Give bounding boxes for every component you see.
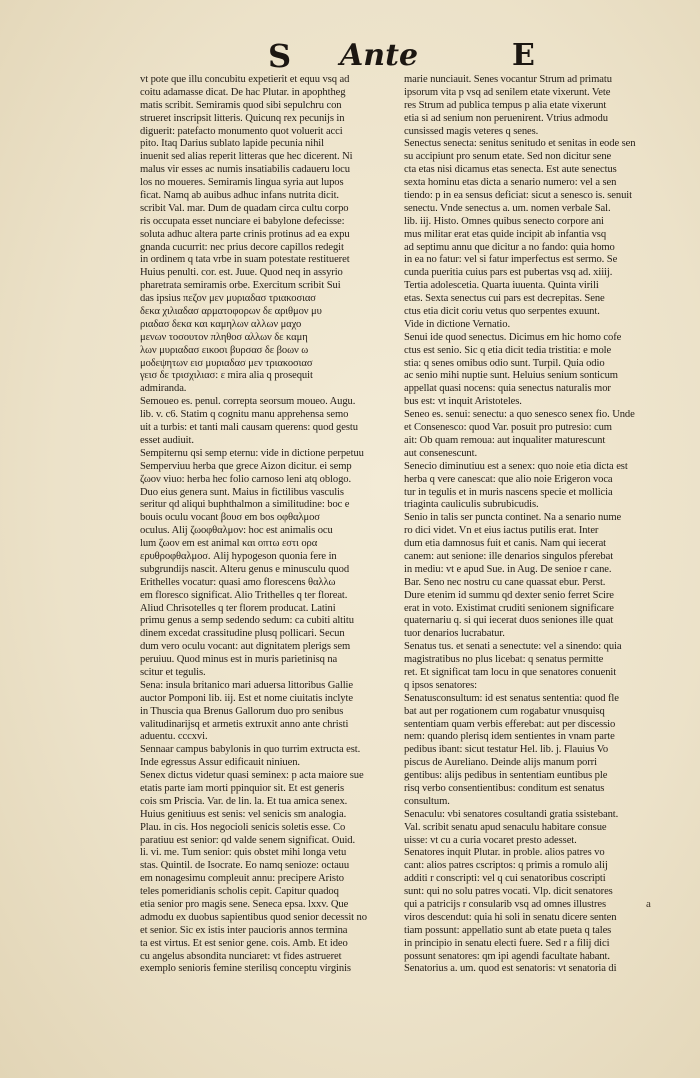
text-line: Sempiternu qsi semp eternu: vide in dictione perpetuu [140,447,364,459]
text-line: cant: alios patres cscriptos: q primis a romulo alij [404,860,608,872]
text-line: Seneo es. senui: senectu: a quo senesco senex fio. Unde [404,409,635,421]
text-line: los no moueres. Semiramis lingua syria aut lupos [140,177,344,189]
text-line: etia si ad senium non peruenirent. Vtrius admodu [404,112,608,124]
text-line: in principio in senatu electi fuere. Sed r a filij dici [404,937,610,949]
text-line: oculus. Alij ζωοφθαλμον: hoc est animalis ocu [140,525,333,537]
text-line: soluta adhuc altera parte crinis protinus ad ea expu [140,228,350,240]
text-line: tuor denarios lucrabatur. [404,628,505,640]
text-line: dum etia damnosus fuit et canis. Nam qui iecerat [404,538,607,550]
text-line: bat aut per rogationem cum rogabatur vnusquisq [404,705,605,717]
text-line: μοδεψητων εισ μυριαδασ μεν τριακοσιασ [140,357,313,369]
text-line: ro dici videt. Vn et eius iactus putilis erat. Inter [404,525,599,537]
text-line: etas. Sexta senectus cui pars est decrepitas. Sene [404,293,605,305]
text-line: in ea no fatur: vel si fatur imperfectus est sermo. Se [404,254,618,266]
text-line: inuenit sed alias reperit litteras que hec dicerent. Ni [140,151,353,163]
text-line: Erithelles vocatur: quasi amo florescens θαλλω [140,576,336,588]
signature-mark: a [646,898,651,910]
text-line: quaternariu q. si qui iecerat duos seniones ille quat [404,615,614,627]
text-line: tiendo: p in ea sensus deficiat: sicut a senesco is. senuit [404,190,632,202]
text-line: possunt senatores: qm ipi agendi facultate habant. [404,950,610,962]
text-line: Senatus tus. et senati a senectute: vel a sinendo: quia [404,641,622,653]
text-line: Plau. in cis. Hos negocioli senicis soletis esse. Co [140,821,346,833]
text-line: λων μυριαδασ εικοσι βυρσασ δε βοων ω [140,344,309,356]
text-line: Aliud Chrisotelles q ter florem producat. Latini [140,602,336,614]
text-line: primu genus a semp sedendo sedum: ca cubiti altitu [140,615,354,627]
text-line: li. vi. me. Tum senior: quis obstet mihi longa vetu [140,847,347,859]
text-line: admodu ex duobus sapientibus quod senior decessit no [140,911,367,923]
text-line: peruiuu. Quod minus est in muris parietinisq na [140,654,338,666]
text-line: Huius genitiuus est senis: vel senicis sm analogia. [140,808,347,820]
text-line: pharetrata semiramis orbe. Exercitum scribit Sui [140,280,341,292]
text-line: Inde egressus Assur edificauit niniuen. [140,757,300,769]
text-line: ipsorum vita p vsq ad senilem etate vixerunt. Vete [404,86,611,98]
text-line: exemplo senioris femine sterilisq conceptu virginis [140,963,351,975]
text-line: pedibus ibant: sicut testatur Hel. lib. j. Flauius Vo [404,744,609,756]
text-line: em floresco significat. Alio Trithelles q ter floreat. [140,589,348,601]
text-line: strueret inscripsit litteris. Quicunq rex pecunijs in [140,112,345,124]
text-line: Sennaar campus babylonis in quo turrim extructa est. [140,744,361,756]
text-line: gentibus: alijs pedibus in sententiam euntibus ple [404,770,608,782]
left-text-column [140,74,406,976]
text-line: em nonagesimu compleuit annu: precipere Aristo [140,873,344,885]
text-line: teles pomeridianis scholis cepit. Capitur quadoq [140,886,339,898]
text-line: tiam possunt: appellatio sunt ab etate pueta q tales [404,924,612,936]
text-line: γεισ δε τρισχιλιασ: ε mira alia q prosequit [140,370,313,382]
text-line: triaginta cauliculis subrubicudis. [404,499,539,511]
text-line: magistratibus no plus licebat: q senatus permitte [404,654,604,666]
running-header [0,36,700,76]
text-line: ta est virtus. Et est senior gene. cois. Amb. Et ideo [140,937,348,949]
text-line: etia senior pro magis sene. Seneca epsa. lxxv. Que [140,899,349,910]
text-line: Val. scribit senatu apud senaculu habitare consue [404,821,607,833]
text-line: cois sm Priscia. Var. de lin. la. Et tua amica senex. [140,795,348,807]
text-line: erat in voto. Existimat cruditi senionem significare [404,602,614,614]
text-line: valitudinarijsq et armetis extruxit anno ante christi [140,718,349,730]
text-line: ριαδασ δεκα και καμηλων αλλων μαχο [140,318,302,330]
text-line: vt pote que illu concubitu expetierit et equu vsq ad [140,74,350,85]
text-line: Senui ide quod senectus. Dicimus em hic homo cofe [404,331,622,343]
text-line: et senior. Sic ex istis inter paucioris annos termina [140,924,348,936]
text-line: consultum. [404,795,450,807]
text-line: appellat quasi nocens: quia senectus naturalis mor [404,383,611,395]
right-text-column [404,74,670,976]
header-right-letter: E [512,38,535,73]
header-left-letter: S [268,37,292,75]
text-line: scribit Val. mar. Dum de quadam circa cultu corpo [140,202,349,214]
text-line: diguerit: patefacto monumento quot voluerit acci [140,125,343,137]
text-line: matis scribit. Semiramis quod sibi sepulchru con [140,99,342,111]
text-line: Senatorius a. um. quod est senatoris: vt senatoria di [404,963,617,975]
text-line: dum vero oculu vocant: aut dignitatem plerigs sem [140,641,351,653]
text-line: cunsissed magis veteres q senes. [404,125,539,137]
text-line: auctor Pomponi lib. iij. Est et nome ciuitatis inclyte [140,692,353,704]
text-line: admiranda. [140,383,187,395]
text-line: seritur qd aliqui buphthalmon a similitudine: boc e [140,499,350,511]
text-line: uisse: vt cu a curia vocaret presto adesset. [404,834,577,846]
text-line: res Strum ad publica tempus p alia etate vixerunt [404,99,607,111]
text-line: Huius penulti. cor. est. Juue. Quod neq in assyrio [140,267,343,279]
text-line: Semoueo es. penul. correpta seorsum moueo. Augu. [140,396,356,408]
text-line: Senatusconsultum: id est senatus sententia: quod fle [404,692,619,704]
text-line: Senecio diminutiuu est a senex: quo noie etia dicta est [404,460,628,472]
text-line: bouis oculu vocant βουσ em bos οφθαλμοσ [140,512,320,524]
text-line: cu angelus absondita nunciaret: vt fides astrueret [140,950,342,962]
text-line: coitu adamasse dicat. De hac Plutar. in apophtheg [140,86,346,98]
text-line: piscus de Aureliano. Deinde alijs manum porri [404,757,597,769]
text-line: stia: q senes omibus odio sunt. Turpil. Quia odio [404,357,605,369]
text-line: Senectus senecta: senitus senitudo et senitas in eode sen [404,138,636,150]
text-line: ficat. Namq ab auibus adhuc infans nutrita dicit. [140,190,339,202]
text-line: uit a turbis: et tanti mali causam querens: quod gestu [140,422,358,434]
text-line: ctus etia dicit coriu vetus quo serpentes exuunt. [404,306,600,318]
text-line: mus militar erat etas quide incipit ab infantia vsq [404,228,607,240]
text-line: lib. v. c6. Statim q cognitu manu apprehensa semo [140,409,349,421]
text-line: nem: quando plerisq idem sentientes in vnam parte [404,731,615,743]
text-line: su accipiunt pro senum etate. Sed non dicitur sene [404,151,612,163]
text-line: cunda pueritia cuius pars est pubertas vsq ad. xiiij. [404,267,613,279]
text-line: marie nunciauit. Senes vocantur Strum ad primatu [404,74,612,85]
text-line: lib. iij. Histo. Omnes quibus senecto corpore ani [404,215,604,227]
text-line: gnanda cucurrit: nec prius decore capillos redegit [140,241,344,253]
text-line: herba q vere canescat: que alio noie Erigeron voca [404,473,613,485]
text-line: qui a patricijs r consularib vsq ad omnes illustres [404,899,607,910]
text-line: lum ζωον em est animal και οπτω εστι ορα [140,538,318,550]
text-line: Vide in dictione Vernatio. [404,318,511,330]
text-line: aut consenescunt. [404,447,478,459]
text-line: Duo eius genera sunt. Maius in fictilibus vasculis [140,486,344,498]
text-line: ac senio mihi nuptie sunt. Heluius senium sonticum [404,370,618,382]
text-line: δεκα χιλιαδασ αρματοφορων δε αριθμον μυ [140,306,322,318]
text-line: sexta hominu etas dicta a senario numero: vel a sen [404,177,617,189]
text-line: sunt: qui no solu patres vocati. Vlp. dicit senatores [404,886,613,898]
text-line: in ordinem q tata vrbe in suam potestate restitueret [140,254,350,266]
text-line: ris occupata esset nunciare ei babylone defecisse: [140,215,345,227]
text-line: Dure etenim id summu qd dexter senio ferret Scire [404,589,614,601]
text-line: subgrundijs nascit. Alteru genus e minusculu quod [140,563,350,575]
text-line: in Thuscia qua Brenus Gallorum duo pro senibus [140,705,344,717]
header-headword: Ante [340,38,419,73]
text-line: ait: Ob quam remoua: aut inqualiter maturescunt [404,434,606,446]
text-line: ctus est senio. Sic q etia dicit tedia tristitia: e mole [404,344,612,356]
text-line: risq verbo consentientibus: conditum est senatus [404,782,605,794]
text-line: aduentu. cccxvi. [140,731,208,743]
text-line: ad septimu annu que dicitur a no fando: quia homo [404,241,615,253]
text-line: tur in tegulis et in muris nascens specie et mollicia [404,486,613,498]
text-line: etatis parte iam morti ppinquior sit. Et est generis [140,782,344,794]
text-line: viros descendut: quia hi soli in senatu dicere senten [404,911,617,923]
text-line: in mediu: vt e apud Sue. in Aug. De senioe r cane. [404,563,612,575]
text-line: pito. Itaq Darius sublato lapide pecunia nihil [140,138,324,150]
text-line: scitur et tegulis. [140,666,206,678]
text-line: dinem excedat crassitudine plusq pollicari. Secun [140,628,345,640]
text-line: Sena: insula britanico mari aduersa littoribus Gallie [140,679,353,691]
text-line: et Consenesco: quod Var. posuit pro putresio: cum [404,422,612,434]
text-line: das ipsius πεζον μεν μυριαδασ τριακοσιασ [140,293,316,305]
text-line: Tertia adolescetia. Quarta iuuenta. Quinta virili [404,280,599,292]
text-line: malus vir esses ac numis insatiabilis cadaueru locu [140,164,350,176]
text-line: canem: aut senione: ille denarios singulos pferebat [404,550,614,562]
text-line: stas. Quintil. de Isocrate. Eo namq senioze: octauu [140,860,350,872]
text-line: ret. Et significat tam locu in que senatores conuenit [404,666,617,678]
text-line: cta etas nisi dicamus etas senecta. Est aute senectus [404,164,617,176]
text-line: ερυθροφθαλμοσ. Alij hypogeson quonia fere in [140,550,337,562]
text-line: μενων τοσουτον πληθοσ αλλων δε καμη [140,331,308,343]
text-line: sententiam quam verbis efferebat: aut per discessio [404,718,616,730]
text-line: esset audiuit. [140,434,194,446]
text-line: Senio in talis ser puncta continet. Na a senario nume [404,512,622,524]
text-line: Senatores inquit Plutar. in proble. alios patres vo [404,847,605,859]
text-line: senectu. Vnde senectus a. um. nomen verbale Sal. [404,202,611,214]
text-line: Semperviuu herba que grece Aizon dicitur. ei semp [140,460,352,472]
text-line: bus est: vt inquit Aristoteles. [404,396,522,408]
text-line: additi r conscripti: vel q cui senatoribus coscripti [404,873,606,885]
text-line: q ipsos senatores: [404,679,477,691]
text-line: ζωον viuo: herba hec folio carnoso leni atq oblogo. [140,473,352,485]
text-line: paratiuu est senior: qd valde senem significat. Ouid. [140,834,356,846]
text-line: Senaculu: vbi senatores cosultandi gratia ssistebant. [404,808,619,820]
text-line: Senex dictus videtur quasi seminex: p acta maiore sue [140,770,364,782]
text-line: Bar. Seno nec nostru cu cane quassat ebur. Perst. [404,576,606,588]
